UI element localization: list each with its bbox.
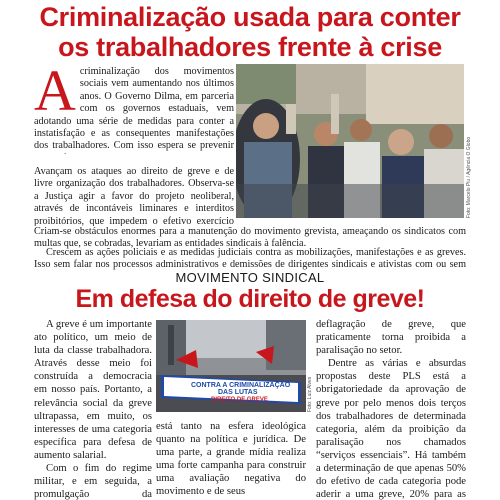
strike-march-photo — [156, 320, 306, 412]
article2-col3 — [316, 318, 466, 500]
article1-para2: Avançam os ataques ao direito de greve e de livre organização dos trabalhadores. Observa-se a Justiça agir a favor do projeto neoliberal, através de incontáveis liminares e interditos proibitórios, que impedem o efetivo exercício — [34, 166, 234, 226]
article2-col2: está tanto na esfera ideológica quanto na política e jurídica. De uma parte, a grande mídia realiza uma forte campanha para construir uma avaliação negativa do movimento e de seus — [156, 421, 306, 498]
banner-line3: DIREITO DE GREVE — [211, 397, 268, 403]
article2-photo-credit: Foto: Luiz Alves — [307, 376, 313, 412]
article2-title: Em defesa do direito de greve! — [75, 285, 425, 313]
article2-col1 — [34, 318, 152, 500]
article1-intro-text: criminalização dos movimentos sociais vem aumentando nos últimos anos. O Governo Dilma, em parceria com os governos estaduais, vem adotando uma série de medidas para conter a instatisfação e as consequentes manifestações dos trabalhadores. Com isso espera se prevenir — [34, 66, 234, 152]
article1-title-line2: os trabalhadores frente à crise — [58, 32, 442, 62]
article1-intro — [34, 66, 234, 154]
dropcap: A — [34, 66, 76, 123]
section-label: MOVIMENTO SINDICAL — [175, 270, 325, 285]
article1-title-line1: Criminalização usada para conter — [39, 2, 461, 32]
article1-para3: Criam-se obstáculos enormes para a manutenção do movimento grevista, ameaçando os sindicatos com multas que, se cobradas, levariam as entidades sindicais à falência. — [34, 226, 466, 250]
article1-para4: Crescem as ações policiais e as medidas judiciais contra as mobilizações, manifestações e as greves. Isso sem falar nos processos administrativos e demissões de dirigentes sindicais e ativistas com ou sem — [34, 247, 466, 271]
banner-line1: CONTRA A CRIMINALIZAÇÃO — [191, 382, 291, 389]
article2-col1-para1: A greve é um importante ato político, um meio de luta da classe trabalhadora. Através desse meio foi construída a democracia em nosso país. Portanto, a relevância social da greve ultrapassa, em muito, os interesses de uma categoria específica para defesa de aumento salarial. — [34, 319, 152, 461]
protest-photo-police — [236, 64, 464, 218]
banner-line2: DAS LUTAS — [218, 389, 258, 396]
article2-col1-para2: Com o fim do regime militar, e em seguida, a promulgação da — [34, 463, 152, 500]
article1-photo-credit: Foto: Marcelo Piu / Agência O Globo — [466, 136, 472, 218]
article2-col3-para1: deflagração de greve, que praticamente torna proibida a paralisação no setor. — [316, 319, 466, 357]
article2-col3-para2: Dentre as várias e absurdas propostas deste PLS está a obrigatoriedade da aprovação de greve por pelo menos dois terços dos trabalhadores de determinada categoria, além da proibição da paralisação nos chamados “serviços essenciais”. Há também a determinação de que apenas 50% do efetivo de cada categoria pode aderir a uma greve, 20% para as — [316, 358, 466, 500]
